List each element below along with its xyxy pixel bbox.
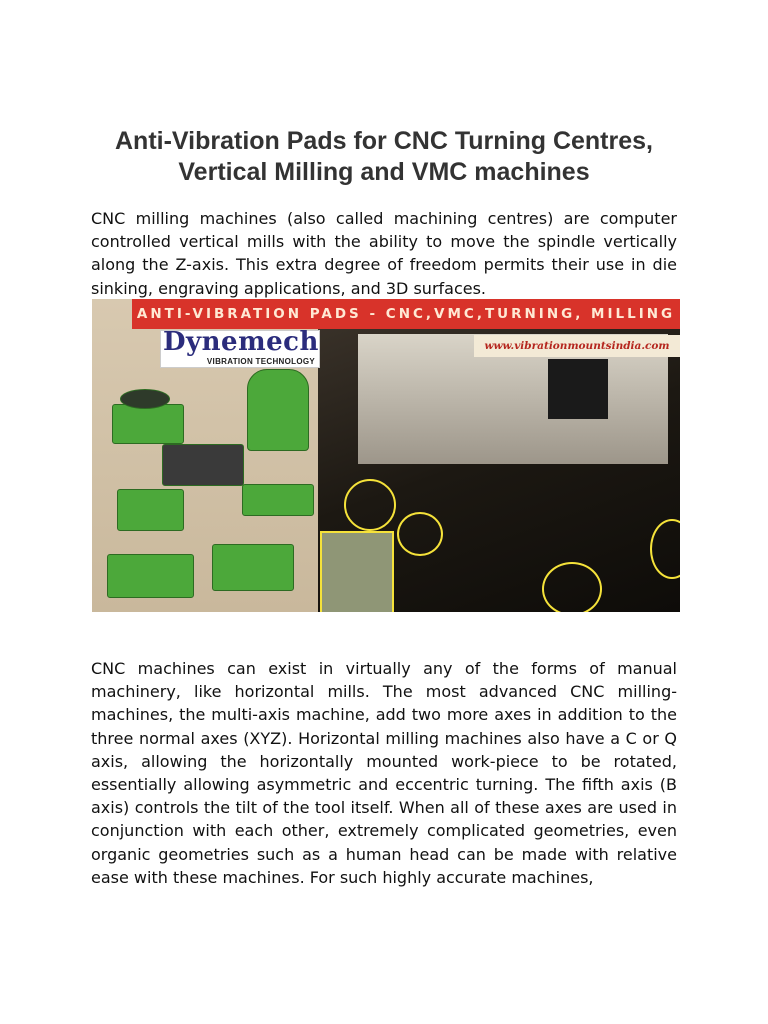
title-line-2: Vertical Milling and VMC machines	[178, 158, 590, 186]
inset-photo	[320, 531, 394, 612]
highlight-circle	[397, 512, 443, 556]
pad-cover	[247, 369, 309, 451]
page-title	[60, 126, 708, 188]
pad-leveling	[242, 484, 314, 516]
logo-tagline: VIBRATION TECHNOLOGY	[206, 357, 315, 366]
body-paragraph: CNC machines can exist in virtually any of the forms of manual machinery, like horizontal mills. The most advanced CNC milling-machines, the multi-axis machine, add two more axes in addition to the three normal axes (XYZ). Horizontal milling machines also have a C or Q axis, allowing the horizontally mounted work-piece to be rotated, essentially allowing asymmetric and eccentric turning. The fifth axis (B axis) controls the tilt of the tool itself. When all of these axes are used in conjunction with each other, extremely complicated geometries, even organic geometries such as a human head can be made with relative ease with these machines. For such highly accurate machines,	[91, 659, 677, 887]
product-image	[92, 299, 680, 612]
logo-name: Dynemech	[163, 327, 319, 357]
highlight-circle	[344, 479, 396, 531]
pad-ring	[120, 389, 170, 409]
pad-shape	[112, 404, 184, 444]
url-label	[474, 335, 680, 357]
control-panel	[548, 359, 608, 419]
pad-shape	[117, 489, 184, 531]
banner-text: ANTI-VIBRATION PADS - CNC,VMC,TURNING, MILLING	[136, 306, 676, 322]
pad-dark	[162, 444, 244, 486]
dynemech-logo	[160, 327, 320, 368]
pad-shape	[212, 544, 294, 591]
intro-paragraph: CNC milling machines (also called machining centres) are computer controlled vertical mills with the ability to move the spindle vertically along the Z-axis. This extra degree of freedom permits their use in die sinking, engraving applications, and 3D surfaces.	[91, 209, 677, 298]
highlight-circle	[542, 562, 602, 612]
url-text: www.vibrationmountsindia.com	[484, 340, 670, 352]
banner-header	[132, 299, 680, 329]
title-line-1: Anti-Vibration Pads for CNC Turning Centres,	[115, 127, 653, 155]
pad-shape	[107, 554, 194, 598]
